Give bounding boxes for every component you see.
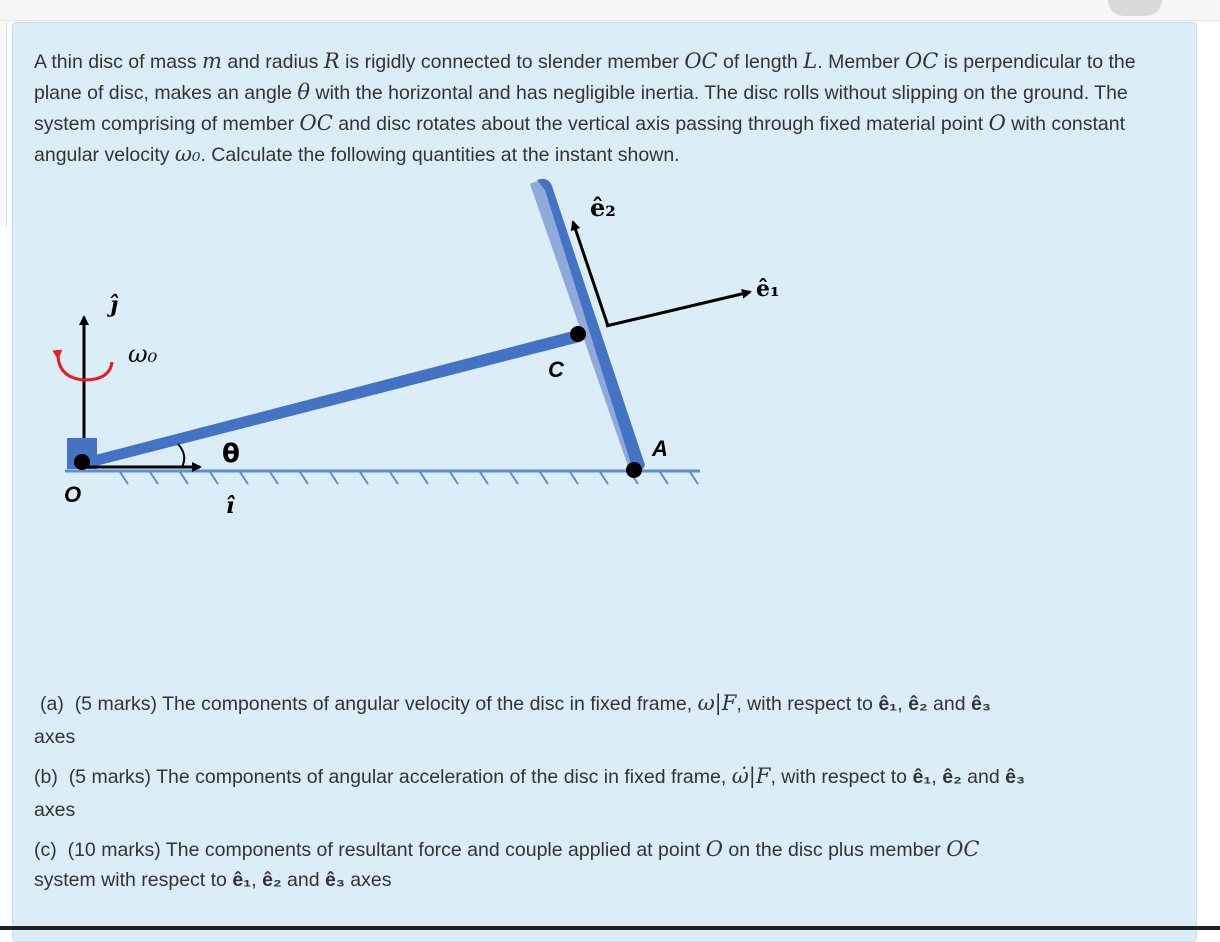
browser-top-bar bbox=[0, 0, 1220, 21]
bottom-border bbox=[0, 926, 1220, 930]
label-i: î bbox=[226, 493, 235, 519]
var-m: m bbox=[202, 49, 222, 73]
point-o bbox=[74, 454, 90, 470]
var-OC: OC bbox=[905, 49, 939, 73]
var-L: L bbox=[803, 49, 818, 73]
label-c: C bbox=[548, 357, 564, 382]
ground bbox=[65, 471, 700, 484]
var-theta: θ bbox=[297, 80, 311, 104]
e1-axis-arrow bbox=[606, 292, 750, 326]
problem-statement: A thin disc of mass m and radius R is rigidly connected to slender member OC of length L. Member OC is perpendicular to the plane of disc, makes an angle θ with the horizontal and has negligible inertia. The disc rolls without slipping on the ground. The system comprising of member OC and disc rotates about the vertical axis passing through fixed material point O with constant angular velocity ω₀. Calculate the following quantities at the instant shown. bbox=[34, 49, 1136, 166]
point-a bbox=[626, 462, 642, 478]
theta-arc bbox=[178, 444, 184, 467]
label-theta: θ bbox=[222, 439, 240, 469]
question-b: (b) (5 marks) The components of angular acceleration of the disc in fixed frame, ω̇|F, with respect to ê₁, ê₂ and ê₃ axes bbox=[34, 764, 1025, 821]
var-OC: OC bbox=[684, 49, 718, 73]
question-a: (a) (5 marks) The components of angular velocity of the disc in fixed frame, ω|F, with respect to ê₁, ê₂ and ê₃ axes bbox=[34, 691, 991, 748]
question-c: (c) (10 marks) The components of resultant force and couple applied at point O on the disc plus member OC system with respect to ê₁, ê₂ and ê₃ axes bbox=[34, 837, 980, 891]
var-R: R bbox=[323, 49, 340, 73]
point-c bbox=[570, 326, 586, 342]
label-o: O bbox=[64, 482, 82, 507]
var-OC: OC bbox=[299, 111, 333, 135]
label-omega0: ω₀ bbox=[128, 340, 158, 368]
label-a: A bbox=[652, 436, 668, 461]
label-e1: ê₁ bbox=[756, 276, 780, 302]
var-O: O bbox=[988, 111, 1006, 135]
label-j: ĵ bbox=[110, 292, 118, 318]
var-omega0: ω₀ bbox=[174, 142, 201, 166]
mechanism-diagram bbox=[0, 170, 780, 530]
avatar[interactable] bbox=[1108, 0, 1162, 16]
label-e2: ê₂ bbox=[590, 193, 616, 222]
disc bbox=[530, 179, 645, 473]
